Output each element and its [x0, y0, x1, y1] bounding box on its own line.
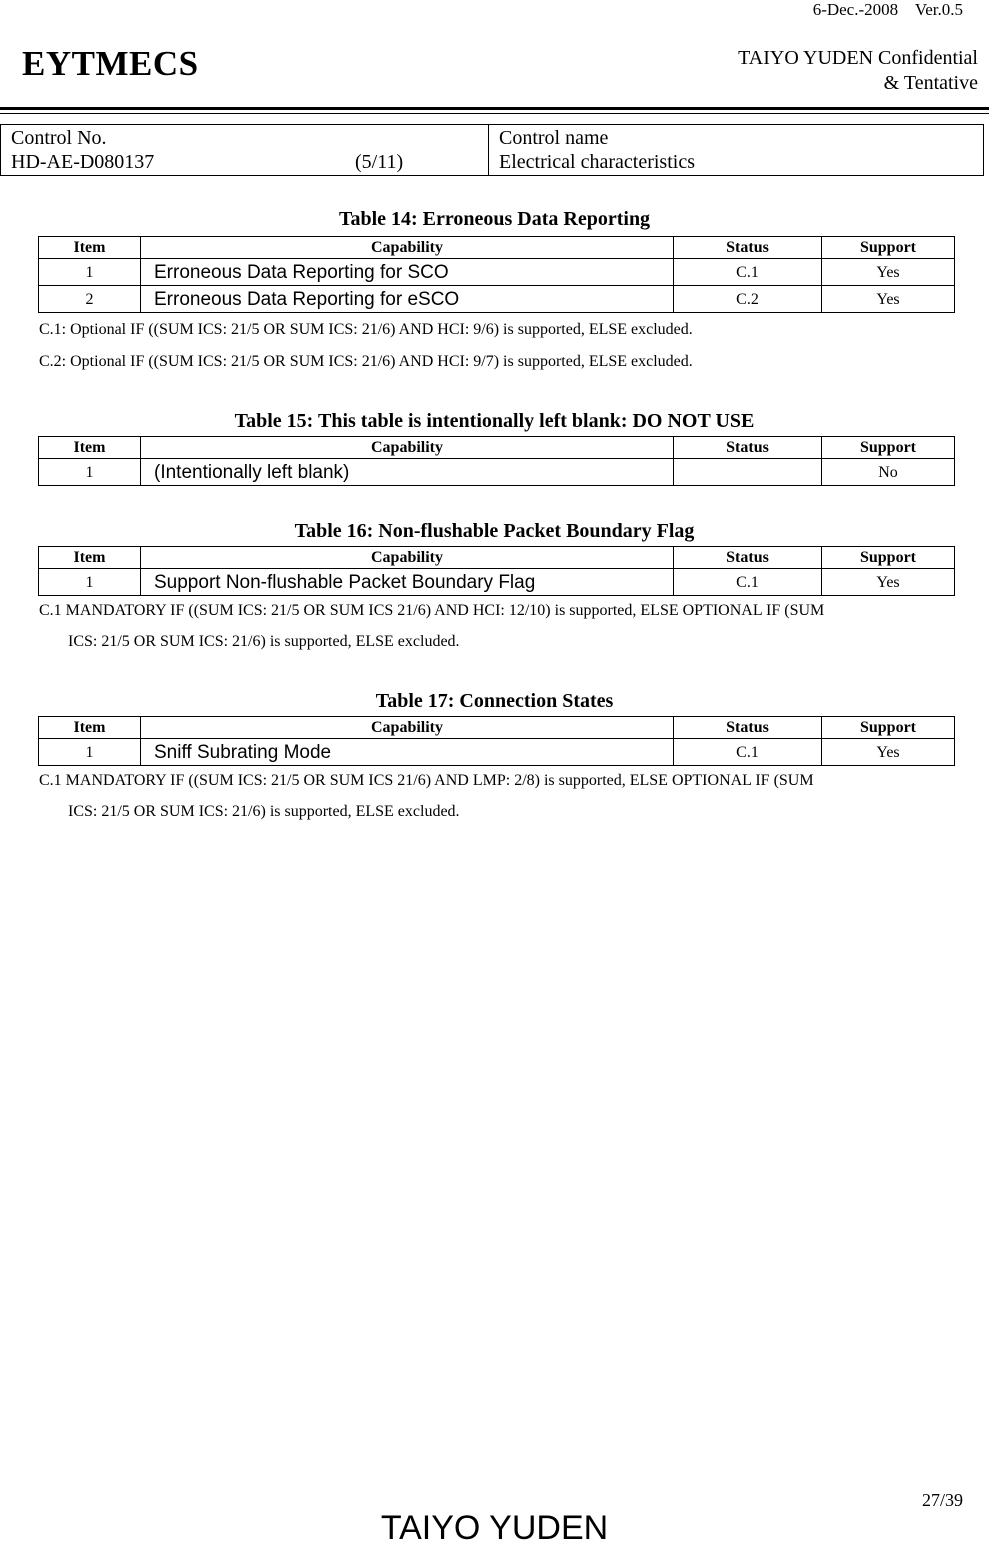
confidential-line-2: & Tentative — [883, 72, 978, 94]
col-item-header: Item — [39, 237, 141, 259]
table-row — [39, 459, 955, 486]
table-17 — [38, 716, 955, 766]
capability-cell: Support Non-flushable Packet Boundary Flag — [141, 569, 674, 596]
item-cell: 1 — [39, 569, 141, 596]
table-16-note-line-2: ICS: 21/5 OR SUM ICS: 21/6) is supported, ELSE excluded. — [68, 633, 460, 650]
table-14-note-c2: C.2: Optional IF ((SUM ICS: 21/5 OR SUM ICS: 21/6) AND HCI: 9/7) is supported, ELSE excluded. — [39, 353, 693, 370]
support-cell: No — [822, 459, 955, 486]
date-version: 6-Dec.-2008 Ver.0.5 — [812, 0, 963, 19]
table-17-note-line-1: C.1 MANDATORY IF ((SUM ICS: 21/5 OR SUM ICS 21/6) AND LMP: 2/8) is supported, ELSE OPTIONAL IF (SUM — [39, 772, 814, 789]
col-support-header: Support — [822, 547, 955, 569]
table-16-note — [39, 595, 979, 657]
col-item-header: Item — [39, 717, 141, 739]
status-cell: C.1 — [674, 739, 822, 766]
control-no-value: HD-AE-D080137 — [11, 151, 155, 173]
col-item-header: Item — [39, 547, 141, 569]
header-rule-thin — [0, 113, 989, 114]
item-cell: 2 — [39, 286, 141, 313]
table-header-row — [39, 437, 955, 459]
status-cell: C.2 — [674, 286, 822, 313]
table-16-note-line-1: C.1 MANDATORY IF ((SUM ICS: 21/5 OR SUM ICS 21/6) AND HCI: 12/10) is supported, ELSE OPTIONAL IF (SUM — [39, 602, 825, 619]
col-capability-header: Capability — [141, 717, 674, 739]
table-17-title: Table 17: Connection States — [375, 690, 614, 712]
table-14-title: Table 14: Erroneous Data Reporting — [338, 208, 651, 230]
table-15 — [38, 436, 955, 486]
item-cell: 1 — [39, 259, 141, 286]
table-row — [39, 259, 955, 286]
table-header-row — [39, 717, 955, 739]
confidential-notice — [738, 46, 978, 96]
table-14 — [38, 236, 955, 313]
col-status-header: Status — [674, 547, 822, 569]
table-row — [39, 739, 955, 766]
capability-cell: Sniff Subrating Mode — [141, 739, 674, 766]
col-support-header: Support — [822, 437, 955, 459]
status-cell — [674, 459, 822, 486]
company-logo-text: EYTMECS — [22, 44, 199, 83]
table-header-row — [39, 547, 955, 569]
control-name-label: Control name — [499, 127, 609, 149]
table-14-note-c1: C.1: Optional IF ((SUM ICS: 21/5 OR SUM ICS: 21/6) AND HCI: 9/6) is supported, ELSE excluded. — [39, 321, 693, 338]
col-support-header: Support — [822, 237, 955, 259]
col-item-header: Item — [39, 437, 141, 459]
col-support-header: Support — [822, 717, 955, 739]
col-status-header: Status — [674, 717, 822, 739]
table-16-title: Table 16: Non-flushable Packet Boundary Flag — [294, 520, 695, 542]
support-cell: Yes — [822, 739, 955, 766]
support-cell: Yes — [822, 569, 955, 596]
control-name-value: Electrical characteristics — [499, 151, 695, 173]
item-cell: 1 — [39, 459, 141, 486]
page-number: 27/39 — [921, 1490, 963, 1510]
table-17-note — [39, 765, 979, 827]
col-status-header: Status — [674, 437, 822, 459]
table-row — [39, 569, 955, 596]
control-number-cell — [1, 125, 489, 175]
table-16 — [38, 546, 955, 596]
header-rule-thick — [0, 107, 989, 110]
item-cell: 1 — [39, 739, 141, 766]
col-capability-header: Capability — [141, 237, 674, 259]
control-no-label: Control No. — [11, 127, 107, 149]
status-cell: C.1 — [674, 259, 822, 286]
status-cell: C.1 — [674, 569, 822, 596]
col-capability-header: Capability — [141, 547, 674, 569]
capability-cell: Erroneous Data Reporting for eSCO — [141, 286, 674, 313]
col-capability-header: Capability — [141, 437, 674, 459]
control-name-cell — [489, 125, 983, 175]
table-15-title: Table 15: This table is intentionally left blank: DO NOT USE — [234, 410, 755, 432]
capability-cell: Erroneous Data Reporting for SCO — [141, 259, 674, 286]
footer-company: TAIYO YUDEN — [380, 1509, 609, 1547]
confidential-line-1: TAIYO YUDEN Confidential — [738, 47, 978, 69]
support-cell: Yes — [822, 286, 955, 313]
table-17-note-line-2: ICS: 21/5 OR SUM ICS: 21/6) is supported, ELSE excluded. — [68, 803, 460, 820]
support-cell: Yes — [822, 259, 955, 286]
capability-cell: (Intentionally left blank) — [141, 459, 674, 486]
table-header-row — [39, 237, 955, 259]
control-page-fraction: (5/11) — [355, 151, 404, 173]
table-row — [39, 286, 955, 313]
col-status-header: Status — [674, 237, 822, 259]
control-info-box — [0, 124, 984, 176]
